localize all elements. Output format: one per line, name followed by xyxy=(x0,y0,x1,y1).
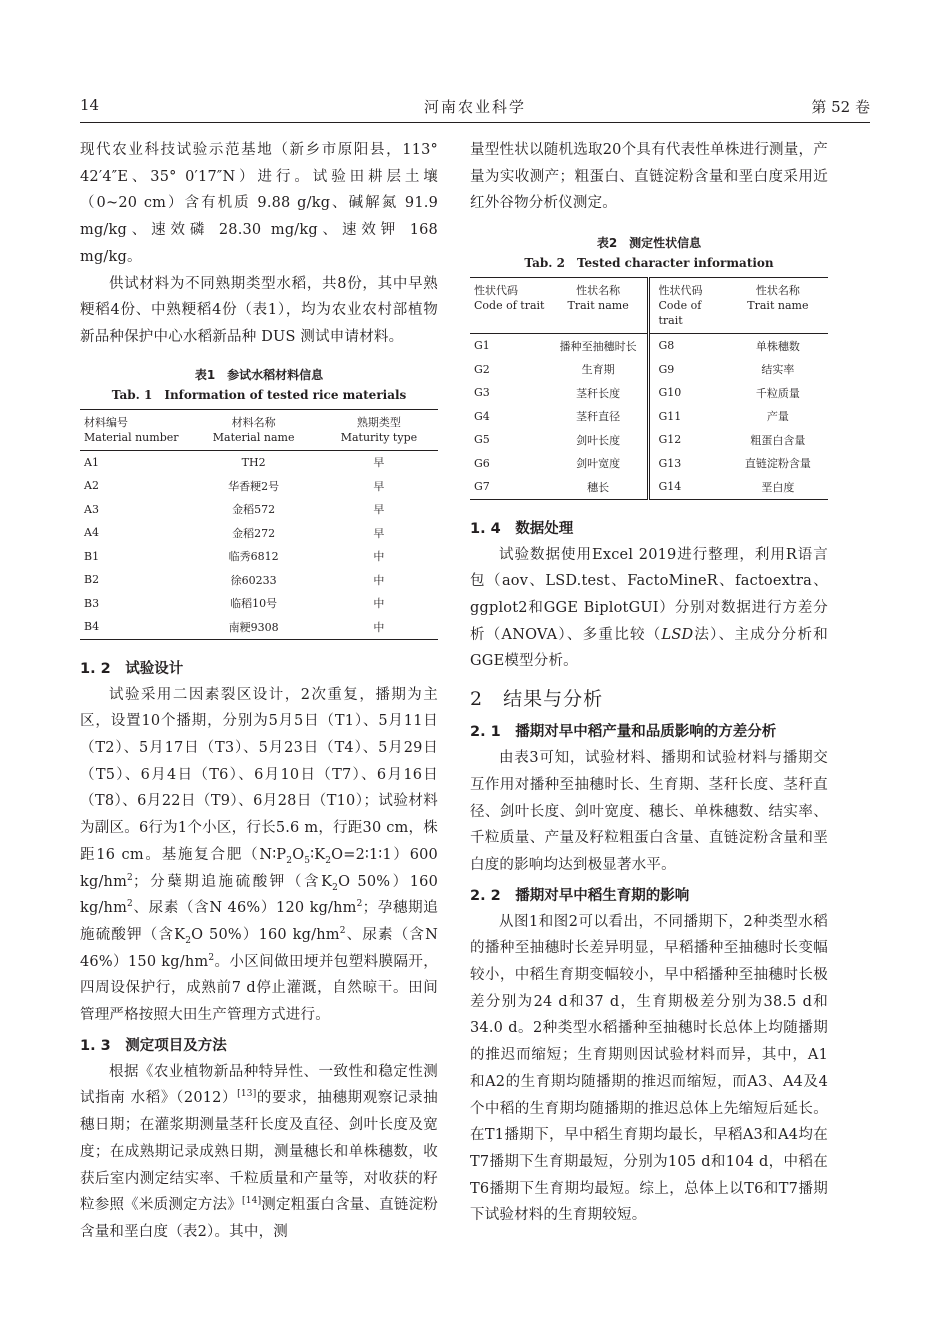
measurement-paragraph: 量型性状以随机选取20个具有代表性单株进行测量，产量为实收测产；粗蛋白、直链淀粉含量和垩白度采用近红外谷物分析仪测定。 xyxy=(470,142,828,212)
citation: [14] xyxy=(242,1196,262,1207)
cell: 早 xyxy=(373,479,385,493)
cell: 金稻272 xyxy=(232,526,276,540)
cell: G5 xyxy=(474,433,490,447)
table2-header-cn: 性状名称 xyxy=(576,284,621,298)
cell: TH2 xyxy=(241,455,266,469)
cell: G9 xyxy=(658,362,675,376)
materials-paragraph: 供试材料为不同熟期类型水稻，共8份，其中早熟粳稻4份、中熟粳稻4份（表1），均为农业农村部植物新品种保护中心水稻新品种 DUS 测试申请材料。 xyxy=(80,275,438,345)
table2-header-cn: 性状代码 xyxy=(474,284,518,298)
cell: B4 xyxy=(84,620,100,634)
cell: 早 xyxy=(373,526,385,540)
growth-period-paragraph: 从图1和图2可以看出，不同播期下，2种类型水稻的播种至抽穗时长差异明显，早稻播种至抽穗时长变幅较小，中稻生育期变幅较小，早中稻播种至抽穗时长极差分别为24 d和37 d，生育期极差分别为38.5 d和34.0 d。2种类型水稻播种至抽穗时长总体上均随播期的推迟而缩短；生育期则因试验材料而异，其中，A1和A2的生育期均随播期的推迟而缩短，而A3、A4及4个中稻的生育期均随播期的推迟总体上先缩短后延长。在T1播期下，早中稻生育期均最长，早稻A3和A4均在T7播期下生育期最短，分别为105 d和104 d，中稻在T6播期下生育期均最短。综上，总体上以T6和T7播期下试验材料的生育期较短。 xyxy=(470,913,828,1224)
cell: A2 xyxy=(84,479,99,493)
cell: 产量 xyxy=(766,410,789,424)
cell: G4 xyxy=(474,409,490,423)
table-row xyxy=(80,615,438,639)
cell: 徐60233 xyxy=(230,573,277,587)
table2-header xyxy=(470,278,549,334)
cell: 剑叶长度 xyxy=(549,428,649,452)
table2-header-en: Trait name xyxy=(747,299,809,313)
design-paragraph: 试验采用二因素裂区设计，2次重复，播期为主区，设置10个播期，分别为5月5日（T1）、5月11日（T2）、5月17日（T3）、5月23日（T4）、5月29日（T5）、6月4日（T6）、6月10日（T7）、6月16日（T8）、6月22日（T9）、6月28日（T10）；试验材料为副区。6行为1个小区，行长5.6 m，行距30 cm，株距16 cm。基施复合肥$(N∶P_2O_5∶K_2O=2∶1∶1)600$ $kg/hm^2$；分蘖期追施硫酸钾（含$K_2O$ 50%）160 $kg/hm^2$、尿素（含N 46%）120 $kg/hm^2$；孕穗期追施硫酸钾（含$K_2O$ 50%）160 $kg/hm^2$、尿素（含N 46%）150 $kg/hm^2$。小区间做田埂并包塑料膜隔开，四周设保护行，成熟前7 d停止灌溉，自然晾干。田间管理严格按照大田生产管理方式进行。 xyxy=(80,686,439,1024)
section-2-1-title: 2. 1 播期对早中稻产量和品质影响的方差分析 xyxy=(470,724,777,741)
table-row xyxy=(80,545,438,569)
table1-caption-en: Tab. 1 Information of tested rice materials xyxy=(111,387,407,402)
section-1-2-title: 1. 2 试验设计 xyxy=(80,660,184,677)
citation: [13] xyxy=(237,1089,257,1100)
cell: B1 xyxy=(84,549,100,563)
table-row xyxy=(470,405,828,429)
cell: A1 xyxy=(84,455,99,469)
journal-title: 河南农业科学 xyxy=(423,98,526,116)
cell: 单株穗数 xyxy=(755,339,800,353)
table1-header xyxy=(320,409,438,450)
cell: 结实率 xyxy=(761,363,795,377)
table-row xyxy=(80,498,438,522)
table-row xyxy=(470,428,828,452)
cell: B3 xyxy=(84,596,100,610)
text-run: 、尿素（含N 46%）120 kg/hm xyxy=(132,900,357,917)
text-run: 试验数据使用Excel 2019进行整理，利用R语言包（aov、LSD.test、FactoMineR、factoextra、ggplot2和GGE BiplotGUI）分别对数据进行方差分析（ANOVA）、多重比较（ xyxy=(470,546,828,643)
cell: 中 xyxy=(373,573,385,587)
text-run: 、尿素（含N 46%）150 kg/hm xyxy=(80,926,439,970)
table1-header-en: Material name xyxy=(212,430,295,444)
cell: 早 xyxy=(373,503,385,517)
text-run: 根据《农业植物新品种特异性、一致性和稳定性测试指南 水稻》（2012） xyxy=(80,1063,438,1107)
cell: G6 xyxy=(474,456,490,470)
text-run: ；分蘖期追施硫酸钾（含K xyxy=(132,873,333,890)
left-column xyxy=(80,137,438,1246)
table1-header xyxy=(187,409,319,450)
cell: B2 xyxy=(84,573,100,587)
cell: 剑叶宽度 xyxy=(549,452,649,476)
running-header xyxy=(80,96,870,122)
cell: 茎秆直径 xyxy=(549,405,649,429)
cell: 中 xyxy=(373,597,385,611)
table-row xyxy=(470,334,828,358)
text-run: 的要求，抽穗期观察记录抽穗日期；在灌浆期测量茎秆长度及直径、剑叶长度及宽度；在成熟期记录成熟日期，测量穗长和单株穗数，收获后室内测定结实率、千粒质量和产量等，对收获的籽粒参照《米质测定方法》 xyxy=(80,1090,438,1214)
text-run: ；孕穗期追施硫酸钾（含K xyxy=(80,900,438,943)
site-paragraph: 现代农业科技试验示范基地（新乡市原阳县，113° 42′4″E、35° 0′17″N）进行。试验田耕层土壤（0~20 cm）含有机质 9.88 g/kg、碱解氮 91.9 mg/kg、速效磷 28.30 mg/kg、速效钾 168 mg/kg。 xyxy=(80,142,438,265)
table2-caption-cn: 表2 测定性状信息 xyxy=(596,236,702,251)
table1-caption-cn: 表1 参试水稻材料信息 xyxy=(194,367,324,382)
methods-paragraph xyxy=(80,1059,438,1246)
cell: 播种至抽穗时长 xyxy=(549,334,649,358)
table-row xyxy=(470,475,828,499)
table1-header xyxy=(80,409,187,450)
cell: G2 xyxy=(474,362,490,376)
table2-header-en: Trait name xyxy=(567,299,629,313)
cell: G7 xyxy=(474,480,490,494)
table1-header-cn: 熟期类型 xyxy=(356,415,401,429)
cell: G1 xyxy=(474,339,490,353)
cell: 临稻10号 xyxy=(230,597,278,611)
header-rule xyxy=(80,122,870,123)
cell: 千粒质量 xyxy=(755,386,800,400)
volume-label: 第 52 卷 xyxy=(811,98,870,116)
page-number: 14 xyxy=(80,96,100,114)
cell: 临秀6812 xyxy=(228,550,279,564)
table2-caption-en: Tab. 2 Tested character information xyxy=(524,256,774,271)
table-row xyxy=(80,568,438,592)
section-1-4-title: 1. 4 数据处理 xyxy=(470,520,574,537)
table-row xyxy=(470,358,828,382)
text-run: 试验采用二因素裂区设计，2次重复，播期为主区，设置10个播期，分别为5月5日（T1）、5月11日（T2）、5月17日（T3）、5月23日（T4）、5月29日（T5）、6月4日（T6）、6月10日（T7）、6月16日（T8）、6月22日（T9）、6月28日（T10）；试验材料为副区。6行为1个小区，行长5.6 m，行距30 cm，株距16 cm。基施复合肥（N∶P xyxy=(80,686,438,863)
cell: 茎秆长度 xyxy=(549,381,649,405)
text-run: 。小区间做田埂并包塑料膜隔开，四周设保护行，成熟前7 d停止灌溉，自然晾干。田间管理严格按照大田生产管理方式进行。 xyxy=(80,953,439,1024)
cell: 直链淀粉含量 xyxy=(744,457,811,471)
table-row xyxy=(80,592,438,616)
text-run: 测定粗蛋白含量、直链淀粉含量和垩白度（表2）。其中，测 xyxy=(80,1197,438,1240)
table2-header xyxy=(549,278,649,334)
table2-header xyxy=(649,278,728,334)
table-row xyxy=(470,381,828,405)
table-row xyxy=(80,450,438,474)
table-row xyxy=(80,474,438,498)
cell: 生育期 xyxy=(549,358,649,382)
lsd-italic: LSD xyxy=(661,626,694,643)
cell: A3 xyxy=(84,502,99,516)
anova-paragraph: 由表3可知，试验材料、播期和试验材料与播期交互作用对播种至抽穗时长、生育期、茎秆长度、茎秆直径、剑叶长度、剑叶宽度、穗长、单株穗数、结实率、千粒质量、产量及籽粒粗蛋白含量、直链淀粉含量和垩白度的影响均达到极显著水平。 xyxy=(470,750,828,873)
section-1-3-title: 1. 3 测定项目及方法 xyxy=(80,1037,227,1054)
table2-header-cn: 性状名称 xyxy=(755,284,800,298)
cell: G12 xyxy=(658,433,682,447)
section-2-title: 2 结果与分析 xyxy=(470,688,604,711)
cell: 南粳9308 xyxy=(228,620,279,634)
table2 xyxy=(470,277,828,500)
table1-header-en: Material number xyxy=(84,430,179,444)
cell: 华香粳2号 xyxy=(228,479,280,493)
cell: 垩白度 xyxy=(761,480,795,494)
table2-header-en: Code of trait xyxy=(474,299,545,313)
cell: 穗长 xyxy=(549,475,649,499)
cell: G13 xyxy=(658,456,682,470)
cell: G11 xyxy=(658,409,682,423)
table2-header xyxy=(728,278,828,334)
cell: A4 xyxy=(84,526,99,540)
text-run: O 50%）160 kg/hm xyxy=(80,873,439,917)
table1 xyxy=(80,409,438,640)
table-row xyxy=(470,452,828,476)
text-run: 法）、主成分分析和GGE模型分析。 xyxy=(470,626,828,670)
cell: 中 xyxy=(373,620,385,634)
table2-header-en: Code of trait xyxy=(658,299,702,328)
cell: G14 xyxy=(658,480,682,494)
cell: G8 xyxy=(658,339,675,353)
table1-header-cn: 材料编号 xyxy=(84,415,128,429)
right-column xyxy=(470,137,828,1229)
data-processing-paragraph xyxy=(470,542,828,676)
cell: G3 xyxy=(474,386,490,400)
table1-header-en: Maturity type xyxy=(340,430,418,444)
cell: 早 xyxy=(373,456,385,470)
table-row xyxy=(80,521,438,545)
cell: 金稻572 xyxy=(232,503,276,517)
table1-header-cn: 材料名称 xyxy=(231,415,276,429)
text-run: O=2∶1∶1）600 kg/hm xyxy=(80,846,438,890)
table2-header-cn: 性状代码 xyxy=(658,284,703,298)
cell: G10 xyxy=(658,386,682,400)
cell: 粗蛋白含量 xyxy=(750,433,806,447)
text-run: ∶K xyxy=(310,846,326,863)
section-2-2-title: 2. 2 播期对早中稻生育期的影响 xyxy=(470,887,690,904)
text-run: O xyxy=(292,846,305,863)
cell: 中 xyxy=(373,550,385,564)
text-run: O 50%）160 kg/hm xyxy=(191,926,340,943)
